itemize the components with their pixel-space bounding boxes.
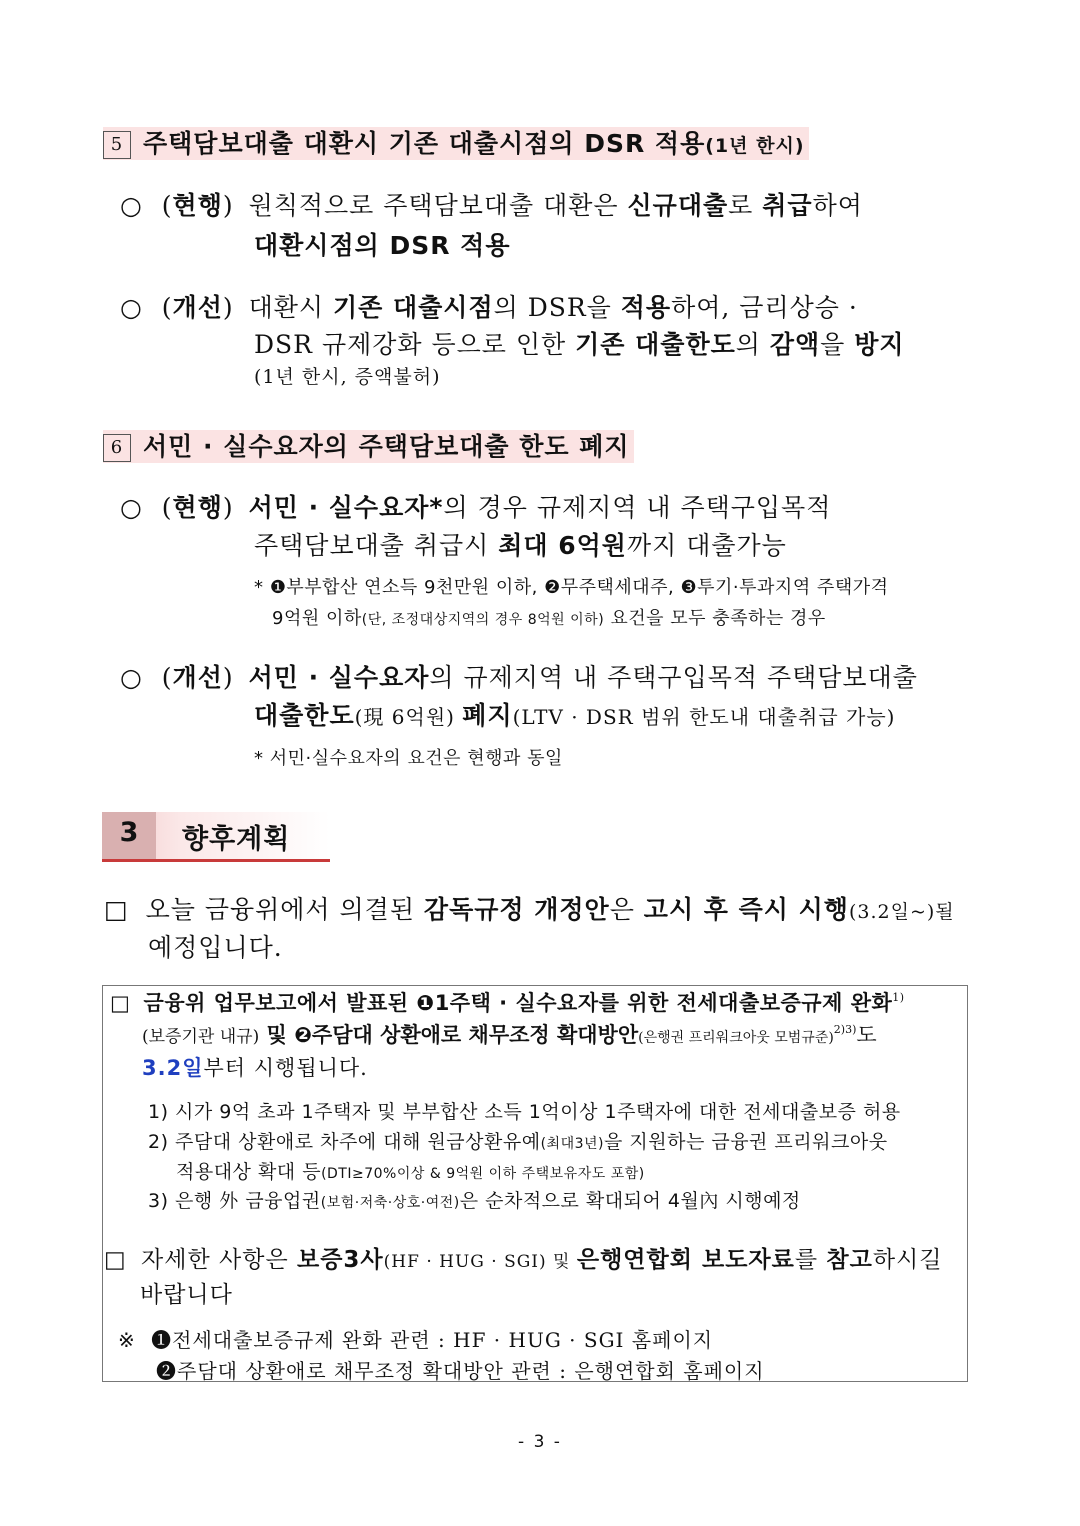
section6-current-line2: 주택담보대출 취급시 최대 6억원까지 대출가능 <box>254 531 787 560</box>
footnote-3: 3) 은행 外 금융업권(보험·저축·상호·여전)은 순차적으로 확대되어 4월內 시행예정 <box>148 1190 801 1212</box>
section6-improve-label: 개선 <box>172 663 223 692</box>
section6-current-line1: ○ (현행) 서민 · 실수요자*의 경우 규제지역 내 주택구입목적 <box>120 493 832 522</box>
footnote-2-line1: 2) 주담대 상환애로 차주에 대해 원금상환유예(최대3년)을 지원하는 금융권 프리워크아웃 <box>148 1131 888 1153</box>
chapter3-para2-line2: (보증기관 내규) 및 ❷주담대 상환애로 채무조정 확대방안(은행권 프리워크아웃 모범규준)$^{2)3)}$도 <box>142 1023 877 1047</box>
section5-title: 주택담보대출 대환시 기존 대출시점의 DSR 적용 <box>143 129 706 158</box>
section6-current-label: 현행 <box>172 493 223 522</box>
chapter3-para3-line2: 바랍니다 <box>140 1282 233 1308</box>
chapter3-para2-line3: 3.2일부터 시행됩니다. <box>142 1056 368 1080</box>
chapter3-para1-line2: 예정입니다. <box>148 933 283 962</box>
section5-title-suffix: (1년 한시) <box>705 135 805 157</box>
section5-improve-line3: (1년 한시, 증액불허) <box>254 366 441 388</box>
section6-heading <box>103 427 634 463</box>
page-number: - 3 - <box>518 1432 562 1452</box>
section5-improve-line2: DSR 규제강화 등으로 인한 기존 대출한도의 감액을 방지 <box>254 330 905 359</box>
chapter3-para1-line1: □ 오늘 금융위에서 의결된 감독규정 개정안은 고시 후 즉시 시행(3.2일~)될 <box>104 895 955 924</box>
chapter3-para2-line1: □ 금융위 업무보고에서 발표된 ❶1주택 · 실수요자를 위한 전세대출보증규제 완화$^{1)}$ <box>110 991 905 1015</box>
footnote-1: 1) 시가 9억 초과 1주택자 및 부부합산 소득 1억이상 1주택자에 대한 전세대출보증 허용 <box>148 1101 901 1123</box>
section5-current-line2: 대환시점의 DSR 적용 <box>254 231 511 260</box>
effective-date: 3.2일 <box>142 1056 204 1080</box>
section5-improve-label: 개선 <box>172 293 223 322</box>
section5-heading <box>103 124 809 160</box>
section6-improve-note: * 서민·실수요자의 요건은 현행과 동일 <box>254 748 563 769</box>
section5-number: 5 <box>103 131 131 159</box>
chapter3-number: 3 <box>119 817 139 848</box>
section6-title: 서민 · 실수요자의 주택담보대출 한도 폐지 <box>143 432 630 461</box>
reference-line2: ❷주담대 상환애로 채무조정 확대방안 관련 : 은행연합회 홈페이지 <box>156 1359 765 1383</box>
section6-current-note-line2: 9억원 이하(단, 조정대상지역의 경우 8억원 이하) 요건을 모두 충족하는 경우 <box>272 608 826 629</box>
section5-improve-line1: ○ (개선) 대환시 기존 대출시점의 DSR을 적용하여, 금리상승 · <box>120 293 858 322</box>
reference-line1: ※ ❶전세대출보증규제 완화 관련 : HF · HUG · SGI 홈페이지 <box>118 1328 714 1352</box>
section5-current-label: 현행 <box>172 191 223 220</box>
section6-number: 6 <box>103 434 131 462</box>
chapter3-title: 향후계획 <box>182 824 291 855</box>
section6-current-note-line1: * ❶부부합산 연소득 9천만원 이하, ❷무주택세대주, ❸투기·투과지역 주택가격 <box>254 577 889 598</box>
section6-improve-line2: 대출한도(現 6억원) 폐지(LTV · DSR 범위 한도내 대출취급 가능) <box>254 701 896 730</box>
chapter3-para3-line1: □ 자세한 사항은 보증3사(HF · HUG · SGI) 및 은행연합회 보도자료를 참고하시길 <box>104 1247 943 1273</box>
section6-improve-line1: ○ (개선) 서민 · 실수요자의 규제지역 내 주택구입목적 주택담보대출 <box>120 663 918 692</box>
section5-current-line1: ○ (현행) 원칙적으로 주택담보대출 대환은 신규대출로 취급하여 <box>120 191 863 220</box>
footnote-2-line2: 적용대상 확대 등(DTI≥70%이상 & 9억원 이하 주택보유자도 포함) <box>176 1161 645 1183</box>
